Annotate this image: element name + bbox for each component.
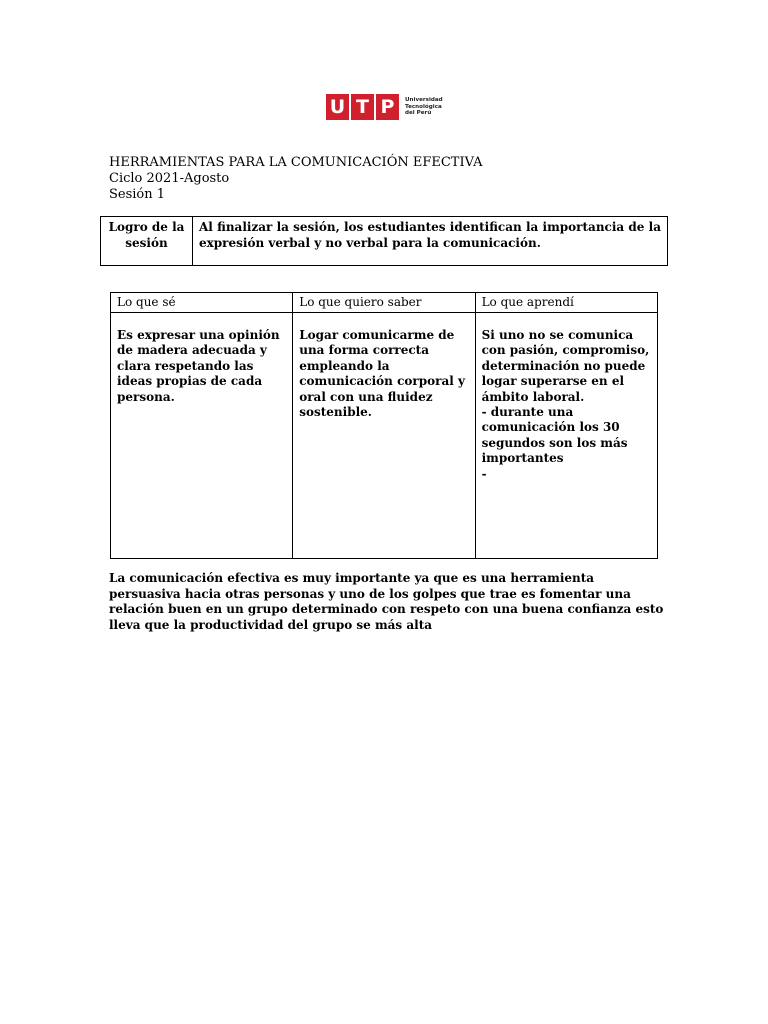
kwl-body-row <box>111 313 658 559</box>
kwl-header-row <box>111 293 658 313</box>
cycle-label: Ciclo 2021-Agosto <box>109 171 230 186</box>
kwl-cell-want: Logar comunicarme de una forma correcta empleando la comunicación corporal y oral con una fluidez sostenible. <box>293 313 475 559</box>
logo-letter-t: T <box>351 94 374 120</box>
kwl-cell-learned: Si uno no se comunica con pasión, compromiso, determinación no puede logar superarse en el ámbito laboral. - durante una comunicación los 30 segundos son los más importantes - <box>475 313 657 559</box>
kwl-header-know: Lo que sé <box>111 293 293 313</box>
logo-letter-p: P <box>376 94 399 120</box>
logro-text: Al finalizar la sesión, los estudiantes identifican la importancia de la expresión verbal y no verbal para la comunicación. <box>193 217 668 266</box>
kwl-cell-know: Es expresar una opinión de madera adecuada y clara respetando las ideas propias de cada persona. <box>111 313 293 559</box>
logro-table <box>100 216 668 266</box>
logro-label: Logro de la sesión <box>101 217 193 266</box>
logo-line-3: del Perú <box>405 110 432 117</box>
logro-row <box>101 217 668 266</box>
logo-university-name <box>405 97 443 116</box>
document-header <box>109 155 483 203</box>
kwl-table <box>110 292 658 559</box>
kwl-header-learned: Lo que aprendí <box>475 293 657 313</box>
logo-line-2: Tecnológica <box>405 103 442 110</box>
utp-logo <box>326 94 448 120</box>
document-title: HERRAMIENTAS PARA LA COMUNICACIÓN EFECTIVA <box>109 155 483 170</box>
logo-letter-u: U <box>326 94 349 120</box>
logo-line-1: Universidad <box>405 97 443 104</box>
conclusion-paragraph: La comunicación efectiva es muy importante ya que es una herramienta persuasiva hacia otras personas y uno de los golpes que trae es fomentar una relación buen en un grupo determinado con respeto con una buena confianza esto lleva que la productividad del grupo se más alta <box>109 571 664 632</box>
session-label: Sesión 1 <box>109 187 166 202</box>
kwl-header-want: Lo que quiero saber <box>293 293 475 313</box>
